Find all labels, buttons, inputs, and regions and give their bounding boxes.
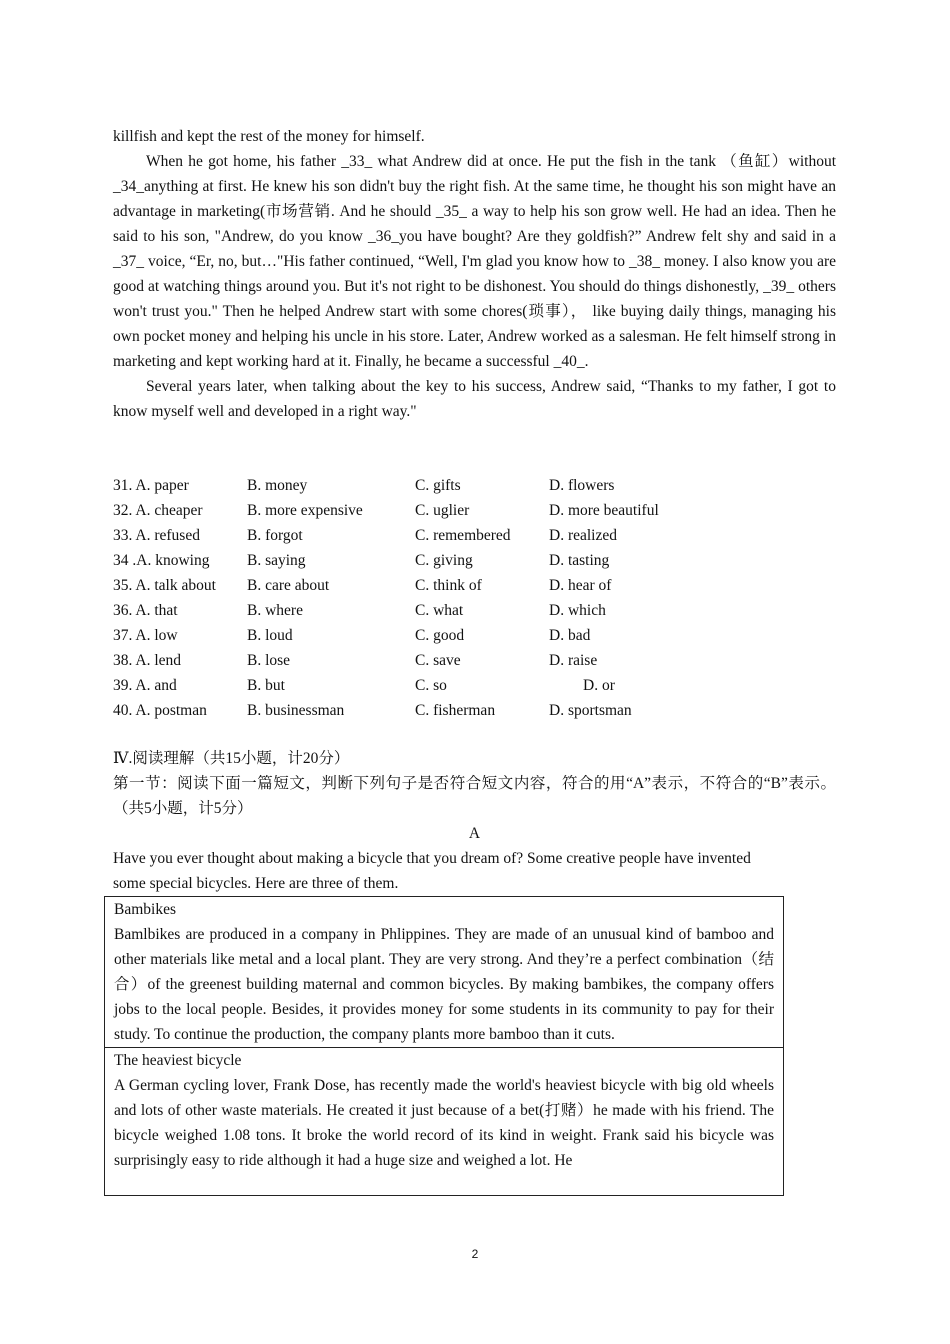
option-a: 39. A. and [113,677,177,694]
page-number: 2 [471,1247,479,1261]
option-d: D. realized [549,527,617,544]
option-a: 38. A. lend [113,652,182,669]
option-b: B. but [247,677,285,694]
reading-section [113,746,836,896]
bambikes-title: Bambikes [114,901,176,918]
option-c: C. think of [415,577,482,594]
option-a: 37. A. low [113,627,178,644]
option-d: D. bad [549,627,591,644]
option-d: D. raise [549,652,598,669]
option-a: 34 .A. knowing [113,552,210,569]
option-d: D. more beautiful [549,502,659,519]
option-d: D. hear of [549,577,612,594]
option-c: C. so [415,677,447,694]
option-row [113,648,836,673]
option-a: 36. A. that [113,602,178,619]
option-c: C. fisherman [415,702,496,719]
option-row [113,673,836,698]
option-b: B. care about [247,577,330,594]
option-a: 31. A. paper [113,477,189,494]
option-d: D. which [549,602,606,619]
option-b: B. forgot [247,527,303,544]
passage-letter: A [468,825,481,842]
option-row [113,548,836,573]
passage-intro: Have you ever thought about making a bicycle that you dream of? Some creative people have invented some special bicycles. Here are three of them. [113,850,751,892]
option-c: C. save [415,652,461,669]
heaviest-bicycle-title: The heaviest bicycle [114,1052,242,1069]
option-c: C. good [415,627,465,644]
option-b: B. saying [247,552,306,569]
option-b: B. loud [247,627,293,644]
heaviest-bicycle-text: A German cycling lover, Frank Dose, has recently made the world's heaviest bicycle with big old wheels and lots of other waste materials. He created it just because of a bet(打赌）he made with his friend. The bicycle weighed 1.08 tons. It broke the world record of its kind in weight. Frank said his bicycle was surprisingly easy to ride although it had a huge size and weighed a lot. He [114,1077,774,1169]
option-b: B. more expensive [247,502,363,519]
option-c: C. gifts [415,477,461,494]
option-b: B. money [247,477,308,494]
heaviest-bicycle-cell [105,1047,783,1173]
passage-line: killfish and kept the rest of the money for himself. [113,128,425,145]
option-c: C. remembered [415,527,511,544]
bicycles-table [104,896,784,1196]
passage-paragraph-2: Several years later, when talking about the key to his success, Andrew said, “Thanks to my father, I got to know myself well and developed in a right way." [113,378,836,420]
option-b: B. where [247,602,303,619]
bambikes-text: Bamlbikes are produced in a company in Phlippines. They are made of an unusual kind of bamboo and other materials like metal and a local plant. They are very strong. And they’re a perfect combination（结合）of the greenest building maternal and common bicycles. By making bambikes, the company offers jobs to the local people. Besides, it provides money for some students in its community to pay for their study. To continue the production, the company plants more bamboo than it cuts. [114,926,774,1043]
option-d: D. or [583,677,615,694]
option-c: C. uglier [415,502,470,519]
option-a: 32. A. cheaper [113,502,203,519]
option-row [113,523,836,548]
answer-options [113,473,836,723]
option-d: D. flowers [549,477,615,494]
option-d: D. sportsman [549,702,632,719]
option-a: 35. A. talk about [113,577,216,594]
option-d: D. tasting [549,552,610,569]
option-c: C. what [415,602,464,619]
option-row [113,573,836,598]
option-row [113,698,836,723]
option-row [113,598,836,623]
section-heading: Ⅳ.阅读理解（共15小题，计20分） [113,750,350,767]
option-row [113,498,836,523]
option-a: 40. A. postman [113,702,207,719]
option-row [113,623,836,648]
option-row [113,473,836,498]
option-c: C. giving [415,552,473,569]
option-b: B. businessman [247,702,345,719]
option-b: B. lose [247,652,291,669]
bambikes-cell [105,897,783,1047]
option-a: 33. A. refused [113,527,200,544]
passage-paragraph-1: When he got home, his father _33_ what Andrew did at once. He put the fish in the tank （鱼缸）without _34_anything at first. He knew his son didn't buy the right fish. At the same time, he thought his son might have an advantage in marketing(市场营销. And he should _35_ a way to help his son grow well. He had an idea. Then he said to his son, "Andrew, do you know _36_you have bought? Are they goldfish?” Andrew felt shy and said in a _37_ voice, “Er, no, but…"His father continued, “Well, I'm glad you know how to _38_ money. I also know you are good at watching things around you. But it's not right to be dishonest. You should do things dishonestly, _39_ others won't trust you." Then he helped Andrew start with some chores(琐事）， like buying daily things, managing his own pocket money and helping his uncle in his store. Later, Andrew worked as a salesman. He felt himself strong in marketing and kept working hard at it. Finally, he became a successful _40_. [113,153,836,370]
section-instruction: 第一节：阅读下面一篇短文，判断下列句子是否符合短文内容，符合的用“A”表示，不符合的“B”表示。（共5小题，计5分） [113,775,836,817]
passage-continuation [113,124,836,424]
